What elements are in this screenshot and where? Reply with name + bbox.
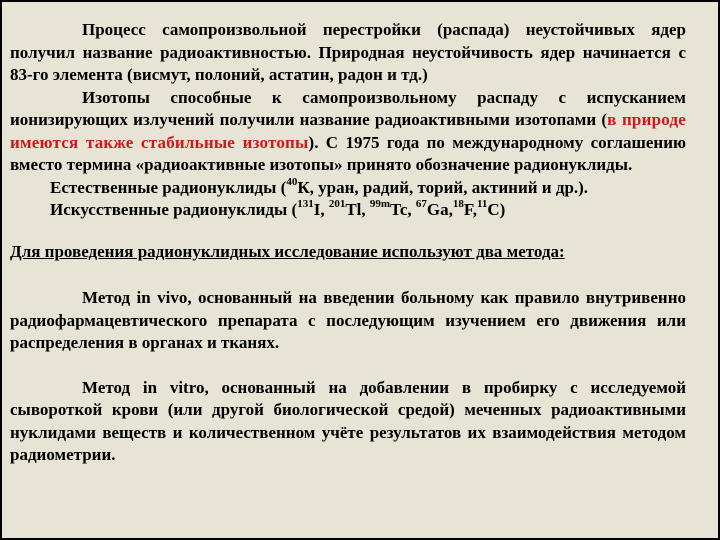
paragraph-radioactivity: Процесс самопроизвольной перестройки (распада) неустойчивых ядер получил название радиоактивностью. Природная неустойчивость ядер начинается с 83-го элемента (висмут, полоний, астатин, радон и тд.) (10, 20, 686, 84)
nuclide-mass-number: 201 (328, 198, 346, 211)
method-in-vivo: Метод in vivo, основанный на введении больному как правило внутривенно радиофармацевтического препарата с последующим изучением его движения или распределения в органах и тканях. (10, 288, 686, 352)
slide-content (10, 19, 686, 467)
nuclide-separator: ) (499, 200, 506, 219)
natural-prefix: Естественные радионуклиды ( (50, 177, 287, 197)
nuclide-separator: , (472, 200, 477, 219)
nuclide-element: F (463, 200, 473, 219)
nuclide-mass-number: 131 (297, 198, 314, 211)
artificial-prefix: Искусственные радионуклиды ( (50, 200, 298, 219)
nuclide-mass-number: 18 (452, 198, 464, 211)
paragraph-isotopes (10, 87, 686, 177)
method-in-vitro: Метод in vitro, основанный на добавлении в пробирку с исследуемой сывороткой крови (или другой биологической средой) меченных радиоактивными нуклидами веществ и количественном учёте результатов их взаимодействия методом радиометрии. (10, 377, 686, 464)
natural-mass-number: 40 (286, 175, 298, 188)
nuclide-separator: , (320, 200, 329, 219)
nuclide-mass-number: 11 (476, 198, 488, 211)
nuclide-separator: , (361, 200, 370, 219)
nuclide-element: Tc (390, 200, 408, 219)
spacer (10, 263, 686, 287)
nuclide-mass-number: 99m (369, 198, 391, 211)
nuclide-element: Ga (426, 200, 449, 219)
spacer (10, 355, 686, 377)
nuclide-separator: , (448, 200, 453, 219)
paragraph-natural-radionuclides (10, 177, 686, 200)
methods-heading: Для проведения радионуклидных исследование используют два метода: (10, 241, 565, 261)
nuclide-mass-number: 67 (415, 198, 427, 211)
nuclide-element: C (487, 200, 500, 219)
nuclide-element: Tl (345, 200, 362, 219)
nuclide-element: I (313, 200, 321, 219)
isotopes-text-end: ). С 1975 года по международному соглашению вместо термина «радиоактивные изотопы» принято обозначение радионуклиды. (10, 132, 686, 174)
natural-rest: К, уран, радий, торий, актиний и др.). (297, 177, 589, 197)
isotopes-text-start: Изотопы способные к самопроизвольному распаду с испусканием ионизирующих излучений получили название радиоактивными изотопами ( (10, 87, 686, 129)
paragraph-artificial-radionuclides (10, 199, 686, 222)
nuclide-separator: , (407, 200, 416, 219)
stable-isotopes-note: в природе имеются также стабильные изотопы (10, 110, 686, 152)
